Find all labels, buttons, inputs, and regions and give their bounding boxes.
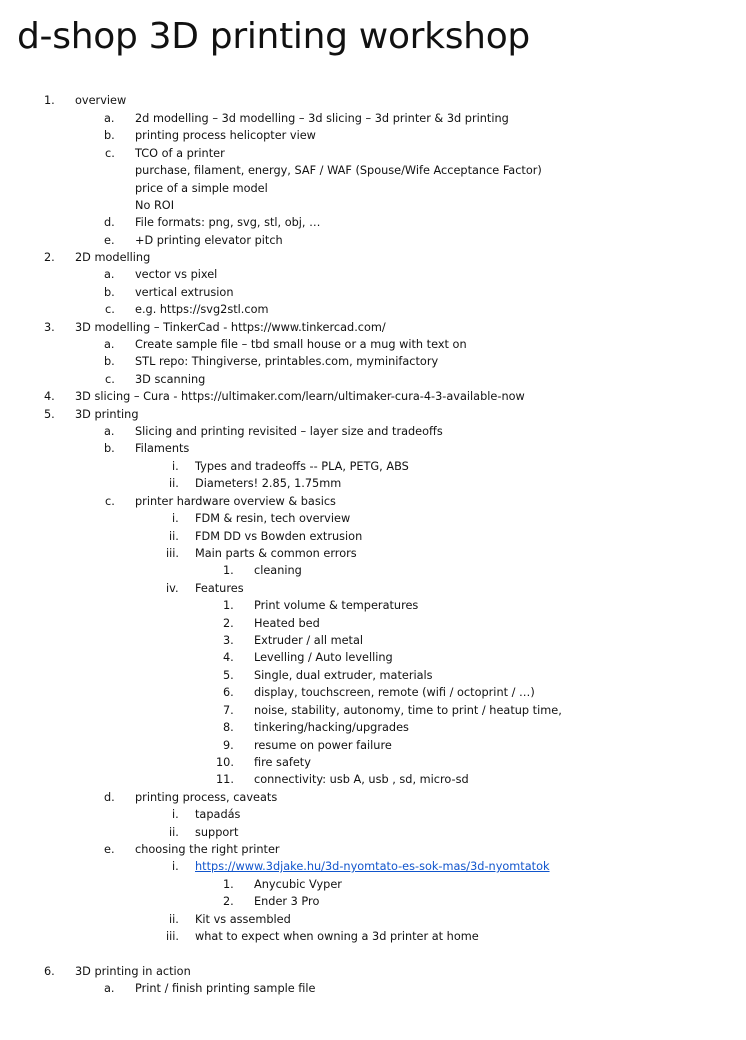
item-marker: 10.: [216, 756, 234, 769]
item-text: Extruder / all metal: [254, 634, 364, 647]
item-text: resume on power failure: [254, 739, 392, 752]
outline-item: [0, 562, 746, 579]
outline-item: [0, 597, 746, 614]
item-marker: 8.: [223, 721, 234, 734]
item-marker: ii.: [169, 530, 179, 543]
item-text: 3D printing in action: [75, 965, 191, 978]
item-text: STL repo: Thingiverse, printables.com, myminifactory: [135, 355, 439, 368]
item-marker: 1.: [44, 94, 55, 107]
outline-item: [0, 684, 746, 701]
outline-item: [0, 180, 746, 197]
item-text: cleaning: [254, 564, 302, 577]
outline-item: [0, 754, 746, 771]
item-text: Create sample file – tbd small house or a mug with text on: [135, 338, 467, 351]
item-text: Print / finish printing sample file: [135, 982, 316, 995]
outline-item: [0, 789, 746, 806]
outline-item: [0, 110, 746, 127]
outline-item: [0, 510, 746, 527]
outline-item: [0, 858, 746, 875]
item-marker: 11.: [216, 773, 234, 786]
item-marker: 7.: [223, 704, 234, 717]
outline-item: [0, 528, 746, 545]
printer-shop-link[interactable]: https://www.3djake.hu/3d-nyomtato-es-sok-mas/3d-nyomtatok: [195, 860, 550, 873]
item-marker: e.: [104, 843, 115, 856]
outline-item: [0, 371, 746, 388]
item-text: vertical extrusion: [135, 286, 234, 299]
outline-item: [0, 214, 746, 231]
item-text: printing process helicopter view: [135, 129, 316, 142]
item-text: overview: [75, 94, 127, 107]
item-marker: 2.: [223, 617, 234, 630]
outline-item: [0, 649, 746, 666]
item-marker: i.: [172, 512, 179, 525]
item-text: Slicing and printing revisited – layer size and tradeoffs: [135, 425, 443, 438]
item-text: Filaments: [135, 442, 190, 455]
item-text: tapadás: [195, 808, 241, 821]
item-text: 3D printing: [75, 408, 139, 421]
item-text: FDM DD vs Bowden extrusion: [195, 530, 363, 543]
item-text: noise, stability, autonomy, time to print / heatup time,: [254, 704, 562, 717]
outline-item: [0, 580, 746, 597]
outline-item: [0, 737, 746, 754]
outline-item: [0, 632, 746, 649]
item-marker: 1.: [223, 878, 234, 891]
outline-item: [0, 249, 746, 266]
outline-item: [0, 963, 746, 980]
item-marker: d.: [104, 791, 115, 804]
item-marker: c.: [105, 495, 115, 508]
item-marker: a.: [104, 338, 115, 351]
item-text: 2D modelling: [75, 251, 151, 264]
outline-item: [0, 458, 746, 475]
outline-item: [0, 806, 746, 823]
item-marker: b.: [104, 355, 115, 368]
outline-item: [0, 911, 746, 928]
item-text: printer hardware overview & basics: [135, 495, 336, 508]
item-text: TCO of a printer: [135, 147, 225, 160]
item-text: printing process, caveats: [135, 791, 278, 804]
outline-item: [0, 928, 746, 945]
outline-item: [0, 719, 746, 736]
item-text: Main parts & common errors: [195, 547, 357, 560]
outline-item: [0, 266, 746, 283]
outline-item: [0, 841, 746, 858]
item-marker: ii.: [169, 913, 179, 926]
item-text: price of a simple model: [135, 182, 268, 195]
item-text: No ROI: [135, 199, 175, 212]
outline-item: [0, 353, 746, 370]
item-marker: c.: [105, 303, 115, 316]
item-text: support: [195, 826, 239, 839]
item-text: tinkering/hacking/upgrades: [254, 721, 409, 734]
outline-item: [0, 771, 746, 788]
outline-item: [0, 127, 746, 144]
item-marker: 5.: [44, 408, 55, 421]
item-text: 3D slicing – Cura - https://ultimaker.com/learn/ultimaker-cura-4-3-available-now: [75, 390, 525, 403]
item-marker: iii.: [166, 547, 180, 560]
item-text: 3D modelling – TinkerCad - https://www.tinkercad.com/: [75, 321, 386, 334]
outline-item: [0, 475, 746, 492]
item-marker: ii.: [169, 826, 179, 839]
item-marker: b.: [104, 129, 115, 142]
outline-item: [0, 702, 746, 719]
item-marker: i.: [172, 460, 179, 473]
item-marker: a.: [104, 268, 115, 281]
item-text: 2d modelling – 3d modelling – 3d slicing – 3d printer & 3d printing: [135, 112, 509, 125]
outline-item: [0, 336, 746, 353]
item-text: connectivity: usb A, usb , sd, micro-sd: [254, 773, 469, 786]
item-marker: 4.: [223, 651, 234, 664]
item-text: vector vs pixel: [135, 268, 218, 281]
item-marker: 1.: [223, 599, 234, 612]
outline-item: [0, 301, 746, 318]
item-marker: c.: [105, 147, 115, 160]
item-marker: 3.: [44, 321, 55, 334]
item-text: 3D scanning: [135, 373, 206, 386]
item-text: e.g. https://svg2stl.com: [135, 303, 269, 316]
outline-item: [0, 197, 746, 214]
item-marker: c.: [105, 373, 115, 386]
item-text: Heated bed: [254, 617, 320, 630]
outline-item: [0, 667, 746, 684]
outline-item: [0, 388, 746, 405]
outline-item: [0, 319, 746, 336]
item-marker: 3.: [223, 634, 234, 647]
item-marker: 2.: [44, 251, 55, 264]
item-text: Features: [195, 582, 244, 595]
item-text: Print volume & temperatures: [254, 599, 419, 612]
item-marker: i.: [172, 860, 179, 873]
item-text: File formats: png, svg, stl, obj, …: [135, 216, 321, 229]
item-marker: a.: [104, 425, 115, 438]
item-text: +D printing elevator pitch: [135, 234, 283, 247]
item-text: Types and tradeoffs -- PLA, PETG, ABS: [195, 460, 409, 473]
outline-item: [0, 545, 746, 562]
item-text: FDM & resin, tech overview: [195, 512, 351, 525]
item-marker: a.: [104, 112, 115, 125]
item-text: Single, dual extruder, materials: [254, 669, 433, 682]
outline-item: [0, 92, 746, 109]
item-marker: 1.: [223, 564, 234, 577]
outline-item: [0, 406, 746, 423]
item-text: fire safety: [254, 756, 311, 769]
outline-item: [0, 615, 746, 632]
item-marker: iii.: [166, 930, 180, 943]
item-marker: ii.: [169, 477, 179, 490]
page-title: d-shop 3D printing workshop: [17, 16, 530, 57]
item-text: choosing the right printer: [135, 843, 280, 856]
item-marker: 4.: [44, 390, 55, 403]
outline-item: [0, 232, 746, 249]
item-text: Kit vs assembled: [195, 913, 291, 926]
item-marker: e.: [104, 234, 115, 247]
item-text: Anycubic Vyper: [254, 878, 342, 891]
item-text: what to expect when owning a 3d printer at home: [195, 930, 479, 943]
outline-item: [0, 440, 746, 457]
item-text: Ender 3 Pro: [254, 895, 320, 908]
outline-item: [0, 145, 746, 162]
item-marker: 6.: [44, 965, 55, 978]
outline-item: [0, 893, 746, 910]
item-text: purchase, filament, energy, SAF / WAF (Spouse/Wife Acceptance Factor): [135, 164, 542, 177]
outline-item: [0, 824, 746, 841]
outline-item: [0, 876, 746, 893]
outline-item: [0, 162, 746, 179]
item-marker: 2.: [223, 895, 234, 908]
outline-item: [0, 284, 746, 301]
item-text: display, touchscreen, remote (wifi / octoprint / …): [254, 686, 535, 699]
item-marker: b.: [104, 286, 115, 299]
item-marker: i.: [172, 808, 179, 821]
item-text: Diameters! 2.85, 1.75mm: [195, 477, 342, 490]
outline-item: [0, 980, 746, 997]
item-marker: 9.: [223, 739, 234, 752]
item-marker: d.: [104, 216, 115, 229]
item-marker: 6.: [223, 686, 234, 699]
item-marker: 5.: [223, 669, 234, 682]
outline-item: [0, 493, 746, 510]
item-marker: a.: [104, 982, 115, 995]
item-marker: iv.: [166, 582, 179, 595]
outline-item: [0, 423, 746, 440]
item-text: Levelling / Auto levelling: [254, 651, 393, 664]
item-marker: b.: [104, 442, 115, 455]
